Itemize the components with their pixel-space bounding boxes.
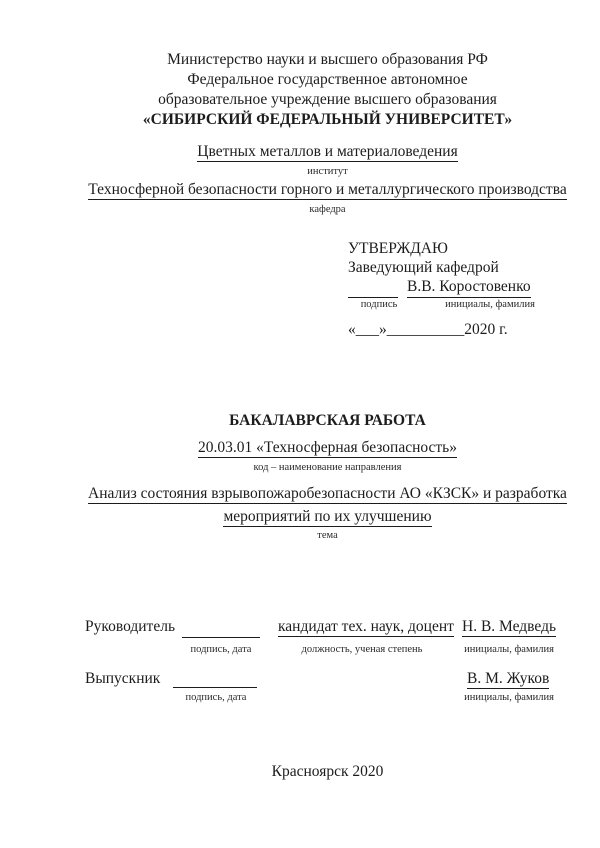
theme-line-2: мероприятий по их улучшению (223, 508, 432, 525)
theme-block (85, 482, 570, 543)
supervisor-role-label: Руководитель (85, 618, 176, 635)
department-block (85, 180, 570, 216)
university-name: «СИБИРСКИЙ ФЕДЕРАЛЬНЫЙ УНИВЕРСИТЕТ» (142, 111, 513, 128)
supervisor-sign-caption: подпись, дата (190, 644, 252, 655)
approval-sign-caption: подпись (360, 299, 398, 310)
city-year-footer: Красноярск 2020 (271, 763, 384, 780)
approval-date-line: «___»__________2020 г. (348, 321, 508, 338)
approval-stamp-block (348, 239, 570, 339)
supervisor-degree: кандидат тех. наук, доцент (278, 618, 454, 635)
program-caption: код – наименование направления (253, 462, 402, 473)
graduate-sign-caption: подпись, дата (185, 692, 247, 703)
ministry-line-1: Министерство науки и высшего образования РФ (167, 51, 488, 68)
approval-approver-name: В.В. Коростовенко (407, 277, 531, 298)
institute-caption: институт (307, 166, 348, 177)
supervisor-degree-caption: должность, ученая степень (301, 644, 423, 655)
department-caption: кафедра (309, 204, 346, 215)
program-code-name: 20.03.01 «Техносферная безопасность» (197, 439, 458, 456)
approval-title: УТВЕРЖДАЮ (348, 240, 448, 257)
graduate-name-caption: инициалы, фамилия (464, 692, 554, 703)
graduate-role-label: Выпускник (85, 670, 161, 687)
graduate-name: В. М. Жуков (467, 670, 550, 687)
theme-line-1: Анализ состояния взрывопожаробезопасности АО «КЗСК» и разработка (88, 485, 567, 502)
supervisor-name-caption: инициалы, фамилия (464, 644, 554, 655)
work-type-title: БАКАЛАВРСКАЯ РАБОТА (229, 412, 426, 429)
supervisor-signature-line (182, 621, 260, 638)
approval-position: Заведующий кафедрой (348, 259, 499, 276)
program-block (85, 438, 570, 474)
graduate-signature-line (173, 671, 257, 688)
supervisor-name: Н. В. Медведь (462, 618, 557, 635)
signatures-block (85, 617, 570, 712)
approval-signature-line (348, 281, 398, 298)
ministry-header-block (85, 50, 570, 130)
ministry-line-2: Федеральное государственное автономное (187, 71, 468, 88)
institute-name: Цветных металлов и материаловедения (197, 143, 458, 160)
approval-name-caption: инициалы, фамилия (445, 299, 535, 310)
department-name: Техносферной безопасности горного и металлургического производства (88, 181, 567, 198)
ministry-line-3: образовательное учреждение высшего образования (158, 91, 497, 108)
theme-caption: тема (317, 530, 338, 541)
institute-block (85, 142, 570, 178)
